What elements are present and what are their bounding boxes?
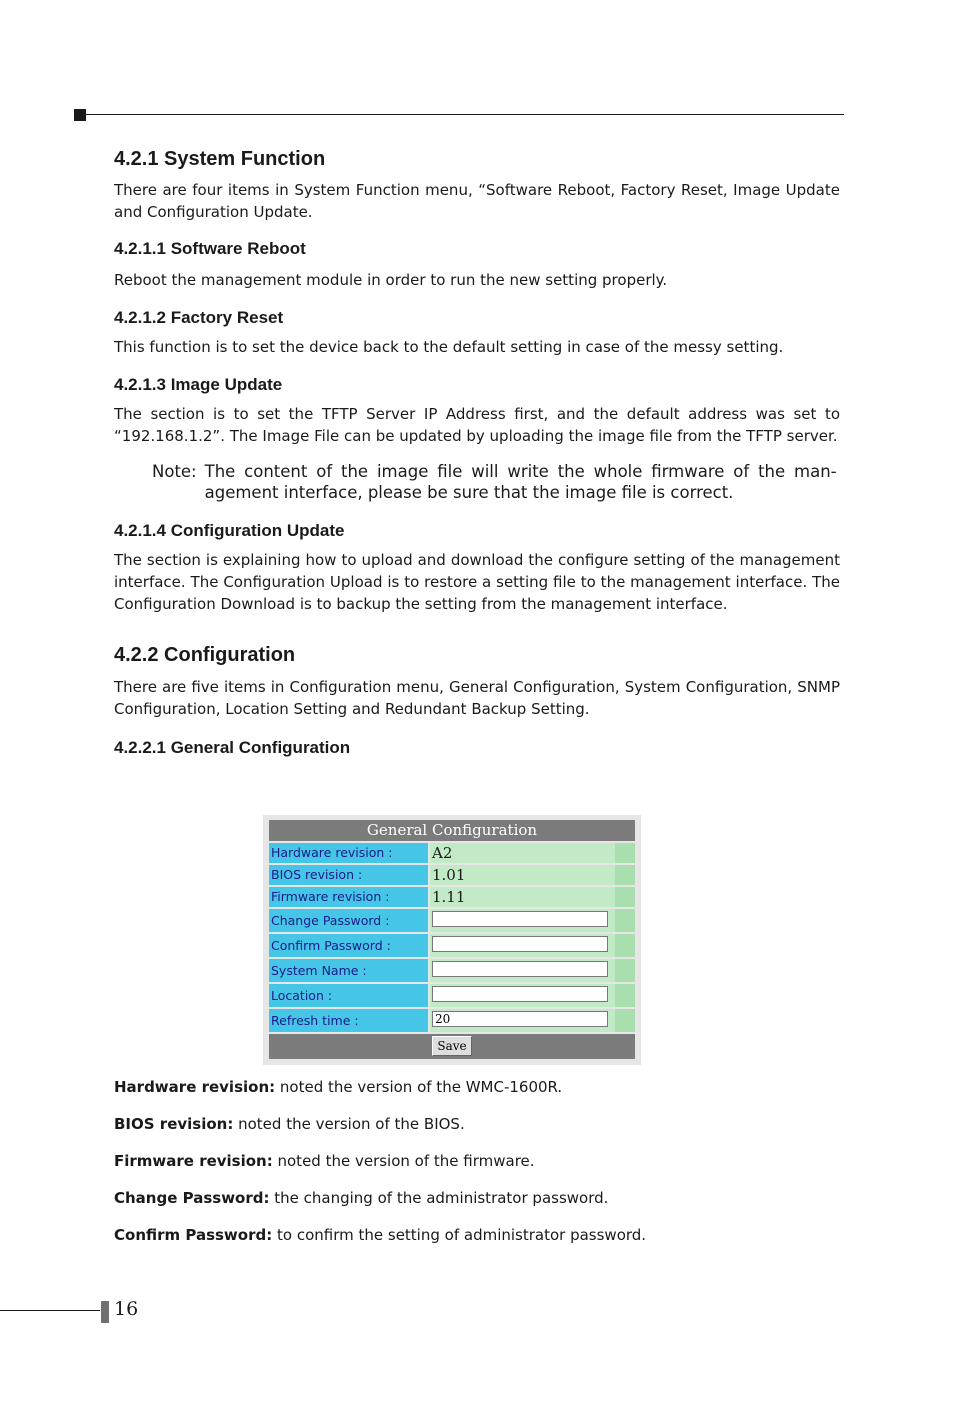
heading-system-function: 4.2.1 System Function (114, 148, 326, 170)
system-name-input[interactable] (432, 961, 608, 977)
form-label: System Name : (269, 959, 428, 982)
definition-change-password: Change Password: the changing of the administrator password. (114, 1189, 609, 1207)
heading-general-configuration: 4.2.2.1 General Configuration (114, 738, 351, 757)
paragraph-factory-reset: This function is to set the device back to the default setting in case of the messy setting. (114, 338, 784, 356)
heading-image-update: 4.2.1.3 Image Update (114, 375, 283, 394)
form-row-change-password (269, 909, 635, 932)
note-text: The content of the image file will write the whole firmware of the man-agement interface, please be sure that the image file is correct. (204, 462, 837, 502)
form-footer (269, 1034, 635, 1059)
location-input[interactable] (432, 986, 608, 1002)
change-password-input[interactable] (432, 911, 608, 927)
definition-bios-revision: BIOS revision: noted the version of the BIOS. (114, 1115, 465, 1133)
form-label: Hardware revision : (269, 843, 428, 863)
save-button[interactable]: Save (432, 1036, 472, 1056)
form-title: General Configuration (269, 820, 635, 841)
document-body (114, 148, 840, 766)
form-row-refresh-time (269, 1009, 635, 1032)
note-label: Note: (152, 462, 197, 481)
form-value: 1.11 (430, 887, 635, 907)
paragraph-system-function: There are four items in System Function menu, “Software Reboot, Factory Reset, Image Update and Configuration Update. (114, 181, 840, 221)
form-row-confirm-password (269, 934, 635, 957)
form-row-firmware-revision (269, 887, 635, 907)
form-label: Refresh time : (269, 1009, 428, 1032)
paragraph-image-update: The section is to set the TFTP Server IP Address first, and the default address was set to “192.168.1.2”. The Image File can be updated by uploading the image file from the TFTP server. (114, 405, 840, 445)
form-value: A2 (430, 843, 635, 863)
form-value: 1.01 (430, 865, 635, 885)
heading-configuration-update: 4.2.1.4 Configuration Update (114, 521, 345, 540)
heading-configuration: 4.2.2 Configuration (114, 644, 296, 666)
form-row-bios-revision (269, 865, 635, 885)
form-row-location (269, 984, 635, 1007)
paragraph-software-reboot: Reboot the management module in order to run the new setting properly. (114, 271, 668, 289)
definition-confirm-password: Confirm Password: to confirm the setting of administrator password. (114, 1226, 647, 1244)
form-row-hardware-revision (269, 843, 635, 863)
note-block (114, 461, 840, 503)
form-label: Location : (269, 984, 428, 1007)
form-label: Change Password : (269, 909, 428, 932)
form-label: BIOS revision : (269, 865, 428, 885)
refresh-time-input[interactable] (432, 1011, 608, 1027)
header-rule (86, 114, 844, 115)
form-row-system-name (269, 959, 635, 982)
footer-rule (0, 1310, 100, 1311)
definition-firmware-revision: Firmware revision: noted the version of the firmware. (114, 1152, 535, 1170)
field-definitions (114, 1076, 840, 1261)
header-rule-marker (74, 109, 86, 121)
general-configuration-screenshot (263, 815, 641, 1065)
heading-software-reboot: 4.2.1.1 Software Reboot (114, 239, 306, 258)
paragraph-configuration: There are five items in Configuration menu, General Configuration, System Configuration, SNMP Configuration, Location Setting and Redundant Backup Setting. (114, 678, 840, 718)
form-label: Confirm Password : (269, 934, 428, 957)
footer-marker (101, 1301, 109, 1323)
definition-hardware-revision: Hardware revision: noted the version of the WMC-1600R. (114, 1078, 563, 1096)
form-label: Firmware revision : (269, 887, 428, 907)
page-number: 16 (114, 1298, 139, 1320)
heading-factory-reset: 4.2.1.2 Factory Reset (114, 308, 284, 327)
confirm-password-input[interactable] (432, 936, 608, 952)
paragraph-configuration-update: The section is explaining how to upload and download the configure setting of the management interface. The Configuration Upload is to restore a setting file to the management interface. The Configuration Download is to backup the setting from the management interface. (114, 551, 840, 613)
